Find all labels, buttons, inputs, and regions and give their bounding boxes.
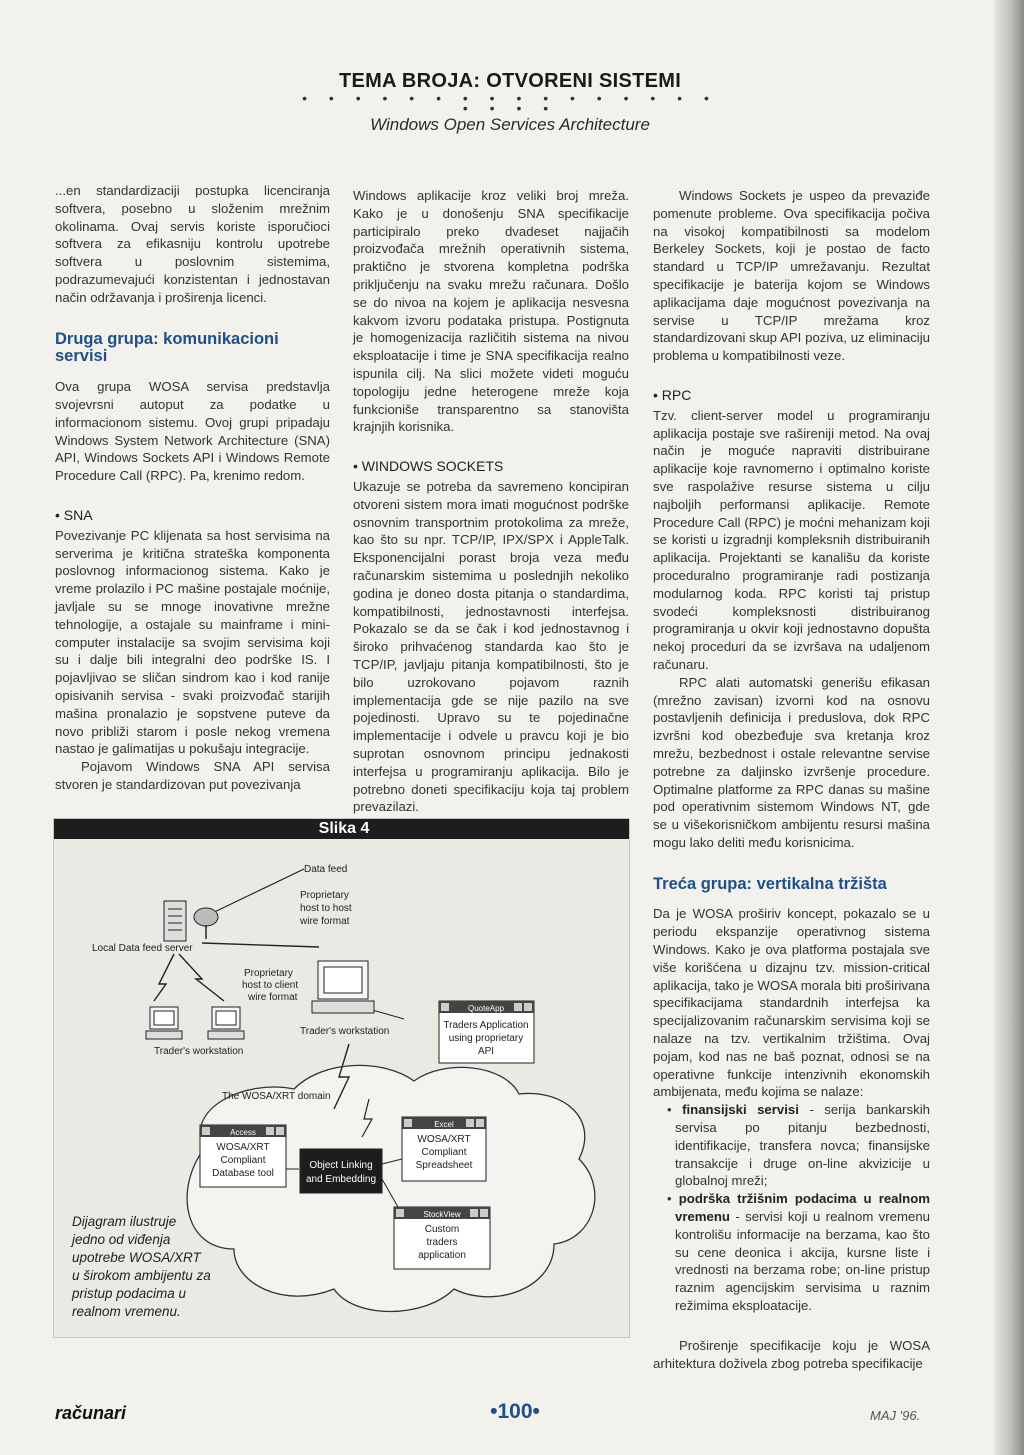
column-right (653, 187, 930, 1372)
paragraph: Pojavom Windows SNA API servisa stvoren je standardizovan put povezivanja (55, 759, 330, 792)
section-heading-vertical-markets: Treća grupa: vertikalna tržišta (653, 874, 887, 893)
list-item-title: podrška tržišnim podacima u realnom vremenu (675, 1191, 931, 1225)
paragraph: ...en standardizaciji postupka licenciranja softvera, posebno u složenim mrežnim okolinama. Ovaj servis koriste isporučioci softvera za efikasniju kontrolu upotrebe softvera u poslovnim sistemima, podrazumevajući konzistentan i jednostavan način održavanja i proširenja licenci. (55, 183, 330, 305)
workstation-icon (312, 961, 374, 1013)
subheading-sna: • SNA (55, 506, 93, 523)
window-title: Excel (434, 1120, 454, 1129)
paragraph: Windows aplikacije kroz veliki broj mreža. Kako je u donošenju SNA specifikacije participiralo preko dvadeset najjačih proizvođača mrežnih operativnih sistema, praktično je stvorena kompletna podrška priključenju na svaku mrežu računara. Došlo se do nivoa na kojem je aplikacija nesvesna kakvom izvoru podataka pristupa. Postignuta je homogenizacija različitih sistema na nivou eksploatacije i time je SNA specifikacija realno ispunila cilj. Na slici možete videti moguću topologiju jedne heterogene mreže koja funkcioniše transparentno sa stanovišta krajnjih korisnika. (353, 188, 629, 435)
paragraph: Tzv. client-server model u programiranju aplikacija postaje sve rašireniji metod. Na ovaj način je moguće napraviti distribuirane aplikacije koje ravnomerno i optimalno koriste sve raspolažive resurse sistema u cilju najboljih performansi aplikacije. Remote Procedure Call (RPC) je moćni mehanizam koji se koristi u izgradnji kompleksnih distribuiranih aplikacija. Projektanti se kanališu da koriste proceduralno programiranje radi postizanja modularnog koda. RPC koristi taj pristup svodeći kompleksnosti distribuiranog programiranja u okvir koji jednostavno dopušta nekoj proceduri da se izvršava na udaljenom računaru. (653, 407, 930, 672)
label-proprietary-host-line2: host to host (300, 903, 352, 914)
paragraph: Proširenje specifikacije koju je WOSA arhitektura doživela zbog potreba specifikacije (653, 1337, 930, 1371)
label-wosa-domain: The WOSA/XRT domain (222, 1091, 331, 1102)
window-text: Traders Application (443, 1020, 529, 1031)
label-traders-workstation-right: Trader's workstation (300, 1026, 390, 1037)
window-text: WOSA/XRT (417, 1134, 471, 1145)
paragraph: Da je WOSA proširiv koncept, pokazalo se u periodu ekspanzije operativnog sistema Windows. Kako je ova platforma postajala sve više korišćena u dizajnu tzv. mission-critical aplikacija, tako je WOSA morala biti proširivana specifikacijama standardnih interfejsa ka specijalizovanim računarskim servisima koji se nalaze na tzv. vertikalnim tržištima. Ovaj pojam, kod nas ne baš poznat, odnosi se na operativne funkcije intenzivnih ekonomskih ambijenata, među kojima se nalaze: (653, 906, 930, 1100)
subheading-windows-sockets: • WINDOWS SOCKETS (353, 458, 504, 475)
list-item-text: - servisi koji u realnom vremenu kontrolišu informacije na berzama, kao što su cene deonica i akcija, kursne liste i vrednosti na berzama robe; on-line pristup raznim agencijskim servisima u raznim režimima eksploatacije. (675, 1209, 930, 1314)
window-text: Compliant (421, 1147, 467, 1158)
label-proprietary-host: Proprietary (300, 890, 349, 901)
stockview-window (394, 1207, 490, 1269)
paragraph: Windows Sockets je uspeo da prevaziđe pomenute probleme. Ova specifikacija počiva na visokoj kompatibilnosti sa modelom Berkeley Sockets, koji je postao de facto standard u TCP/IP umrežavanju. Rezultat specifikacije je baterija kojom se Windows aplikacijama daje mogućnost povezivanja na servise u TCP/IP mrežama kroz standardizovani skup API poziva, uz eliminaciju problema u kompatibilnosti veze. (653, 188, 930, 364)
window-text: Spreadsheet (415, 1160, 473, 1171)
column-middle (353, 187, 629, 816)
article-subtitle: Windows Open Services Architecture (370, 115, 650, 134)
window-text: Database tool (212, 1168, 274, 1179)
window-text: application (418, 1250, 466, 1261)
window-text: using proprietary (448, 1033, 524, 1044)
column-left (55, 182, 330, 794)
window-text: Custom (424, 1224, 460, 1235)
window-title: QuoteApp (467, 1004, 505, 1013)
list-item-title: finansijski servisi (682, 1102, 799, 1118)
issue-theme-title: TEMA BROJA: OTVORENI SISTEMI (338, 70, 682, 92)
label-proprietary-client-line2: host to client (242, 980, 299, 991)
access-window (200, 1125, 286, 1187)
workstation-icon (146, 1007, 182, 1039)
quoteapp-window (439, 1001, 534, 1063)
label-traders-workstation-left: Trader's workstation (154, 1046, 244, 1057)
ole-text: Object Linking (309, 1160, 373, 1171)
section-heading-communication: Druga grupa: komunikacioni servisi (55, 329, 279, 366)
server-tower-icon (164, 901, 186, 941)
workstation-icon (208, 1007, 244, 1039)
paragraph: RPC alati automatski generišu efikasan (mrežno zavisan) izvorni kod na osnovu postavljenih definicija i preduslova, dok RPC izvršni kod obezbeđuje sva kretanja kroz mrežu, bezbednost i ostale relevantne servise potrebne za daljinsko izvršenje procedure. Optimalne platforme za RPC danas su mašine pod operativnim sistemom Windows NT, gde se u višekorisničkom ambijentu resursi mašina mogu lako deliti među korisnicima. (653, 674, 930, 850)
paragraph: Ukazuje se potreba da savremeno koncipiran otvoreni sistem mora imati mogućnost podrške osnovnim transportnim protokolima za mreže, kao što su npr. TCP/IP, IPX/SPX i AppleTalk. Eksponencijalni porast broja veza među računarskim sistemima u poslednjih nekoliko godina je doneo dosta pitanja o standardima, kompatibilnosti, jednostavnosti interfejsa. Pokazalo se da se čak i kod jednostavnog i široko prihvaćenog standarda kao što je TCP/IP, javljaju pitanja kompatibilnosti, što je bilo uzrokovano pojavom raznih implementacija gde se nije pazilo na sve pojedinosti. Upravo su te pojedinačne implementacije i odvele u pravcu koji je bio suprotan osnovnom principu jednakosti interfejsa u programiranju aplikacija. Bilo je potrebno doneti specifikaciju koja taj problem prevazilazi. (353, 478, 629, 815)
satellite-dish-icon (194, 908, 218, 939)
page-number: •100• (490, 1400, 540, 1423)
magazine-name: računari (55, 1403, 127, 1423)
label-proprietary-client: Proprietary (244, 968, 293, 979)
window-title: Access (230, 1128, 256, 1137)
label-proprietary-host-line3: wire format (300, 916, 350, 927)
issue-date: MAJ '96. (870, 1408, 921, 1423)
list-item: • podrška tržišnim podacima u realnom vremenu - servisi koji u realnom vremenu kontrolišu informacije na berzama, kao što su cene deonica i akcija, kursne liste i vrednosti na berzama robe; on-line pristup raznim agencijskim servisima u raznim režimima eksploatacije. (667, 1191, 931, 1314)
excel-window (402, 1117, 486, 1181)
ole-box (300, 1149, 382, 1193)
list-item-text: - serija bankarskih servisa po pitanju bezbednosti, identifikacije, transfera novca; finansijske transakcije i druge on-line akvizicije u globalnoj mreži; (675, 1102, 931, 1189)
window-text: Compliant (220, 1155, 266, 1166)
window-text: traders (426, 1237, 458, 1248)
paragraph: Ova grupa WOSA servisa predstavlja svojevrsni autoput za podatke u informacionom sistemu. Ovoj grupi pripadaju Windows System Network Architecture (SNA) API, Windows Sockets API i Windows Remote Procedure Call (RPC). Pa, krenimo redom. (55, 379, 330, 484)
wosa-domain-cloud (187, 1065, 595, 1311)
subheading-rpc: • RPC (653, 386, 692, 403)
page-binding-shadow (994, 0, 1024, 1455)
label-data-feed: Data feed (304, 864, 348, 875)
label-local-server: Local Data feed server (92, 943, 193, 954)
header-dot-rule: • • • • • • • • • • • • • • • • • • • • (302, 90, 718, 116)
ole-text: and Embedding (305, 1174, 377, 1185)
figure-label: Slika 4 (318, 820, 370, 837)
window-text: WOSA/XRT (216, 1142, 270, 1153)
list-item: • finansijski servisi - serija bankarskih servisa po pitanju bezbednosti, identifikacije, transfera novca; finansijske transakcije i druge on-line akvizicije u globalnoj mreži; (667, 1102, 931, 1189)
window-text: API (477, 1046, 495, 1057)
window-title: StockView (423, 1210, 461, 1219)
label-proprietary-client-line3: wire format (248, 992, 298, 1003)
figure-caption: Dijagram ilustruje jedno od viđenja upotrebe WOSA/XRT u širokom ambijentu za pristup podacima u realnom vremenu. (72, 1214, 211, 1319)
page-header (300, 70, 720, 135)
paragraph: Povezivanje PC klijenata sa host servisima na serverima je kritična strateška komponenta poslovnog informacionog sistema. Kako je vreme prolazilo i PC mašine postajale moćnije, javljale su se mnoge inovativne mrežne tehnologije, a ostajale su mainframe i mini-computer instalacije sa svojim servisima koji su i dalje bili integralni deo podrške IS. I pojavljivao se sličan sindrom kao i kod ranije opisivanih servisa - svaki proizvođač starijih mašina pronalazio je sopstvene puteve da novo približi starom i posle nekog vremena nastao je galimatijas u pokušaju integracije. (55, 527, 330, 757)
